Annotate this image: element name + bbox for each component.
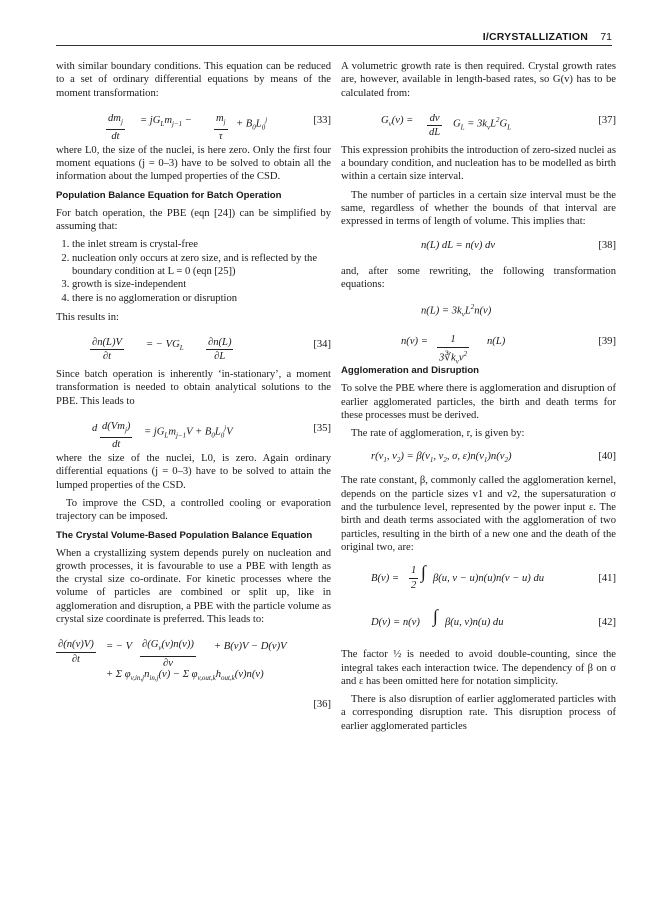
paragraph: To improve the CSD, a controlled cooling or evaporation trajectory can be imposed. [56, 497, 331, 523]
running-header [0, 0, 668, 48]
equation-number: [36] [313, 699, 331, 711]
equation-42: D(v) = n(v) ∫ β(u, v)n(u) du [42] [371, 606, 616, 629]
section-heading: Population Balance Equation for Batch Operation [56, 189, 282, 201]
paragraph: A volumetric growth rate is then required. Crystal growth rates are, however, available in length-based rates, so G(v) has to be calculated from: [341, 61, 616, 99]
left-column [56, 60, 331, 712]
header-rule [56, 45, 612, 46]
equation-number: [37] [598, 114, 616, 126]
equation-38: n(L) dL = n(v) dv [38] [421, 239, 616, 251]
paragraph: There is also disruption of earlier agglomerated particles with a corresponding disruption rate. This disruption process of earlier agglomerated particles [341, 694, 616, 732]
paragraph: Since batch operation is inherently ‘in-stationary’, a moment transformation is needed to obtain analytical solutions to the PBE. This leads to [56, 369, 331, 407]
paragraph: To solve the PBE where there is agglomeration and disruption of earlier agglomerated particles, the birth and death terms for these processes must be derived. [341, 383, 616, 421]
equation-number: [42] [598, 617, 616, 629]
page-number: 71 [600, 31, 612, 43]
equation-39b: n(v) = $\frac{1}{3∛k_vv^2}$ n(L) [39] [401, 334, 616, 366]
equation-number: [33] [313, 114, 331, 126]
equation-number: [41] [598, 573, 616, 585]
right-column [341, 60, 616, 738]
paragraph: with similar boundary conditions. This equation can be reduced to a set of ordinary differential equations by means of the moment transformation: [56, 61, 331, 99]
section-heading: The Crystal Volume-Based Population Balance Equation [56, 529, 313, 541]
paragraph: The rate constant, β, commonly called the agglomeration kernel, depends on the particle sizes v1 and v2, the supersaturation σ and the turbulence level, represented by the power input ε. The birth and death terms associated with the agglomeration of two particles, resulting in the birth of a new one and the death of the original two, are: [341, 475, 616, 553]
equation-number: [40] [598, 451, 616, 463]
equation-41: B(v) = $\frac{1}{2}$ ∫ β(u, v − u)n(u)n(v − u) du [41] [371, 562, 616, 591]
list-item: 1. the inlet stream is crystal-free [72, 238, 331, 251]
paragraph: The factor ½ is needed to avoid double-counting, since the integral takes each interaction twice. The dependency of β on σ and ε has been omitted here for notation simplicity. [341, 649, 616, 687]
equation-number: [35] [313, 423, 331, 435]
equation-33: $\frac{dm_j}{dt}$ = $jG_Lm_{j-1}$ − $\frac{m_j}{\tau}$ + $B_0L_0^j$ [33] [108, 112, 331, 143]
paragraph: where L0, the size of the nuclei, is here zero. Only the first four moment equations (j = 0–3) have to be solved to obtain all the information about the lumped properties of the CSD. [56, 144, 331, 183]
list-item: 4. there is no agglomeration or disruption [72, 292, 331, 305]
equation-36: $\frac{\partial(n(v)V)}{\partial t}$ = − V $\frac{\partial(G_v(v)n(v))}{\partial v}$ + B(v)V − D(v)V + Σ $\varphi_{v,in,j}n_{in,j}(v) - \Sigma$ $\varphi_{v,out,k}h_{out,k}(v)n(v)$ [58, 639, 287, 683]
equation-number: [39] [598, 336, 616, 348]
paragraph: The rate of agglomeration, r, is given by: [351, 428, 525, 440]
assumption-list [56, 238, 331, 304]
section-heading: Agglomeration and Disruption [341, 365, 480, 377]
equation-37: $G_v(v)$ = $\frac{dv}{dL}$ $G_L = 3k_vL^2G_L$ [37] [381, 112, 616, 139]
equation-35: d $\frac{d(Vm_j)}{dt}$ = $jG_Lm_{j-1}V + B_0L_0^jV$ [35] [92, 421, 331, 451]
equation-34: $\frac{\partial n(L)V}{\partial t}$ = − $VG_L$ $\frac{\partial n(L)}{\partial L}$ [34] [92, 337, 331, 363]
paragraph: This results in: [56, 311, 119, 323]
running-header-title: I/CRYSTALLIZATION [482, 31, 588, 43]
list-item: 2. nucleation only occurs at zero size, and is reflected by the boundary condition at L = 0 (eqn [25]) [72, 252, 331, 279]
equation-39a: $n(L) = 3k_vL^2n(v)$ [421, 303, 492, 319]
equation-40: $r(v_1$, $v_2) = \beta(v_1$, $v_2$, σ, $\varepsilon)n(v_1)n(v_2)$ [40] [371, 451, 616, 465]
paragraph: This expression prohibits the introduction of zero-sized nuclei as a boundary condition, and nucleation has to be modelled as birth within a certain size interval. [341, 144, 616, 183]
paragraph: where the size of the nuclei, L0, is zero. Again ordinary differential equations (j = 0–3) have to be solved to attain the lumped properties of the CSD. [56, 453, 331, 491]
equation-number: [34] [313, 339, 331, 351]
paragraph: For batch operation, the PBE (eqn [24]) can be simplified by assuming that: [56, 207, 331, 233]
paragraph: The number of particles in a certain size interval must be the same, regardless of whether the bounds of that interval are expressed in terms of length of volume. This implies that: [341, 189, 616, 228]
list-item: 3. growth is size-independent [72, 278, 331, 291]
paragraph: and, after some rewriting, the following transformation equations: [341, 265, 616, 290]
equation-number: [38] [598, 239, 616, 251]
paragraph: When a crystallizing system depends purely on nucleation and growth processes, it is favourable to use a PBE with length as the crystal size co-ordinate. For kinetic processes where the volume of particles are combined or split up, like in agglomeration and disruption, a PBE with the particle volume as crystal size coordinate is preferred. This leads to: [56, 547, 331, 626]
